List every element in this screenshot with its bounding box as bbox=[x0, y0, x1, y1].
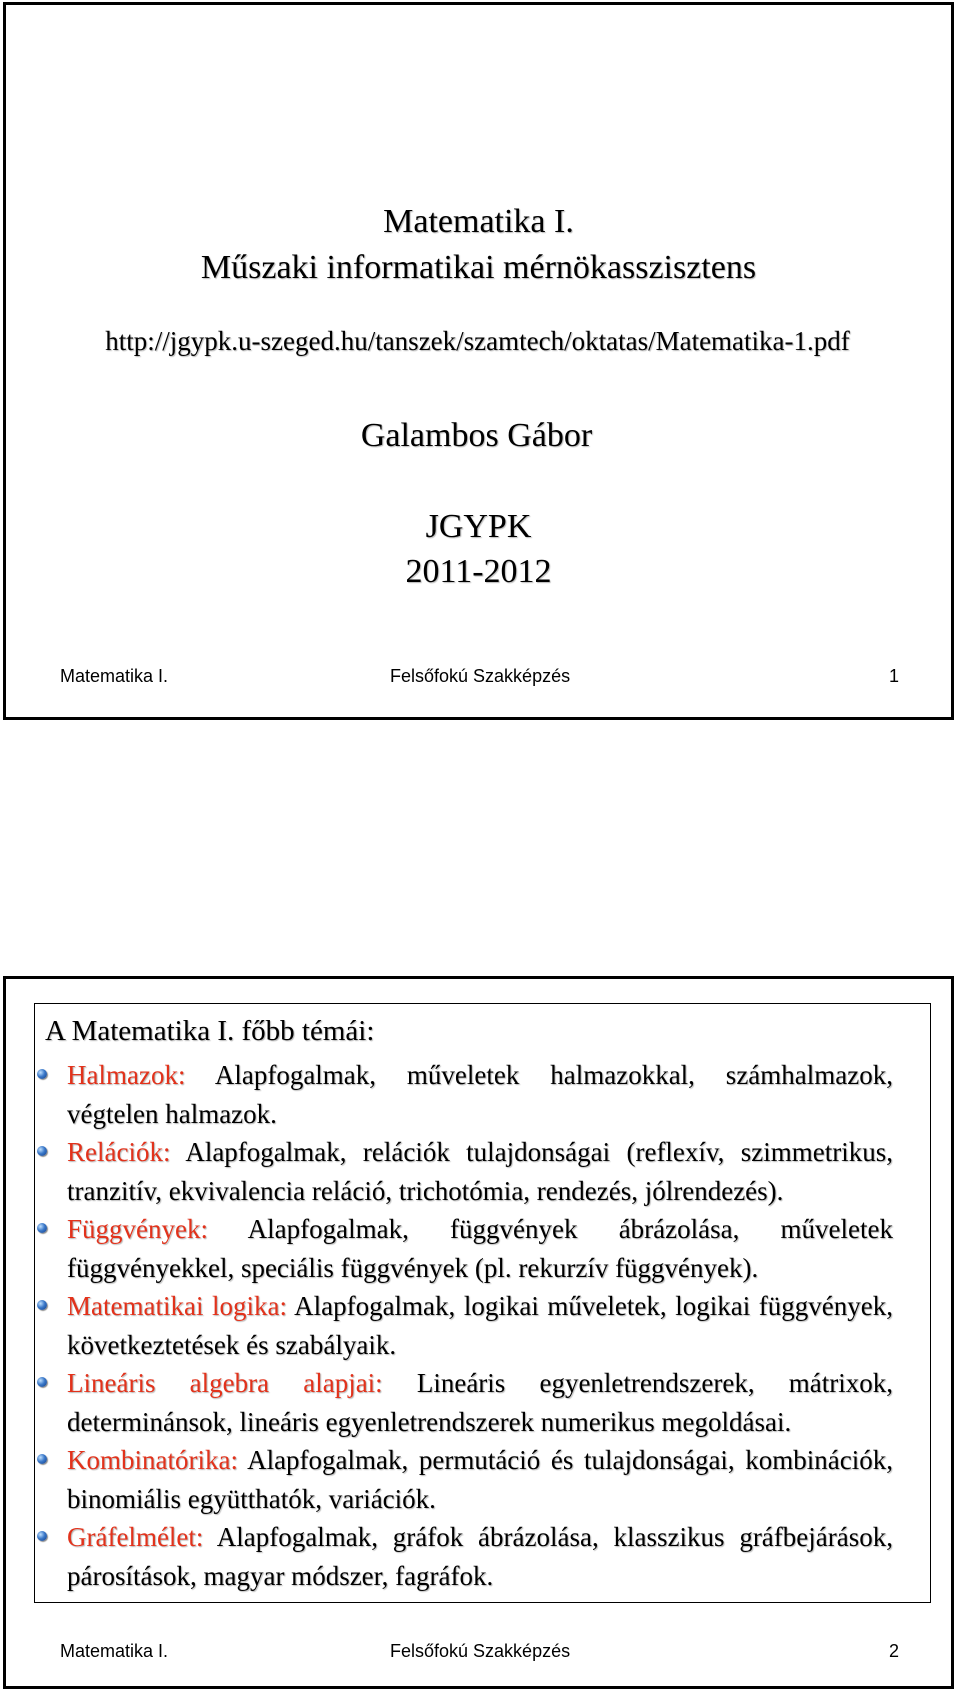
list-item bbox=[67, 1210, 893, 1287]
topic-description: Alapfogalmak, relációk tulajdonságai (reflexív, szimmetrikus, tranzitív, ekvivalencia reláció, trichotómia, rendezés, jólrendezés). bbox=[67, 1137, 893, 1206]
topic-term: Lineáris algebra alapjai: bbox=[67, 1368, 383, 1398]
author-name: Galambos Gábor bbox=[360, 417, 593, 454]
topic-term: Függvények: bbox=[67, 1214, 208, 1244]
topic-term: Halmazok: bbox=[67, 1060, 186, 1090]
bullet-icon bbox=[37, 1531, 47, 1541]
bullet-icon bbox=[37, 1223, 47, 1233]
course-url: http://jgypk.u-szeged.hu/tanszek/szamtech/oktatas/Matematika-1.pdf bbox=[105, 326, 850, 356]
list-item bbox=[67, 1133, 893, 1210]
list-item bbox=[67, 1364, 893, 1441]
footer-course: Matematika I. bbox=[60, 666, 169, 686]
topic-description: Alapfogalmak, függvények ábrázolása, műveletek függvényekkel, speciális függvények (pl. rekurzív függvények). bbox=[67, 1214, 893, 1283]
topic-description: Alapfogalmak, permutáció és tulajdonságai, kombinációk, binomiális együtthatók, variációk. bbox=[67, 1445, 893, 1514]
footer-course: Matematika I. bbox=[60, 1641, 169, 1661]
topic-term: Matematikai logika: bbox=[67, 1291, 288, 1321]
title-slide bbox=[3, 2, 954, 720]
footer-page-number: 2 bbox=[888, 1641, 899, 1661]
topic-description: Alapfogalmak, műveletek halmazokkal, számhalmazok, végtelen halmazok. bbox=[67, 1060, 893, 1129]
topic-term: Kombinatórika: bbox=[67, 1445, 238, 1475]
program-title: Műszaki informatikai mérnökasszisztens bbox=[200, 249, 757, 286]
topics-slide bbox=[3, 976, 954, 1689]
bullet-icon bbox=[37, 1300, 47, 1310]
list-item bbox=[67, 1518, 893, 1595]
institution-name: JGYPK bbox=[425, 508, 532, 545]
bullet-icon bbox=[37, 1377, 47, 1387]
slide-heading: A Matematika I. főbb témái: bbox=[45, 1015, 375, 1047]
academic-year: 2011-2012 bbox=[405, 553, 552, 590]
course-title: Matematika I. bbox=[383, 203, 574, 240]
footer-program: Felsőfokú Szakképzés bbox=[390, 1641, 571, 1661]
topic-term: Relációk: bbox=[67, 1137, 171, 1167]
topic-description: Alapfogalmak, gráfok ábrázolása, klasszikus gráfbejárások, párosítások, magyar módszer, fagráfok. bbox=[67, 1522, 893, 1591]
bullet-icon bbox=[37, 1454, 47, 1464]
topic-description: Lineáris egyenletrendszerek, mátrixok, determinánsok, lineáris egyenletrendszerek numerikus megoldásai. bbox=[67, 1368, 893, 1437]
bullet-icon bbox=[37, 1069, 47, 1079]
topic-term: Gráfelmélet: bbox=[67, 1522, 204, 1552]
bullet-icon bbox=[37, 1146, 47, 1156]
content-frame bbox=[34, 1003, 931, 1603]
footer-page-number: 1 bbox=[888, 666, 899, 686]
topic-description: Alapfogalmak, logikai műveletek, logikai függvények, következtetések és szabályaik. bbox=[67, 1291, 893, 1360]
list-item bbox=[67, 1287, 893, 1364]
list-item bbox=[67, 1441, 893, 1518]
list-item bbox=[67, 1056, 893, 1133]
topic-list bbox=[67, 1056, 893, 1595]
footer-program: Felsőfokú Szakképzés bbox=[390, 666, 571, 686]
